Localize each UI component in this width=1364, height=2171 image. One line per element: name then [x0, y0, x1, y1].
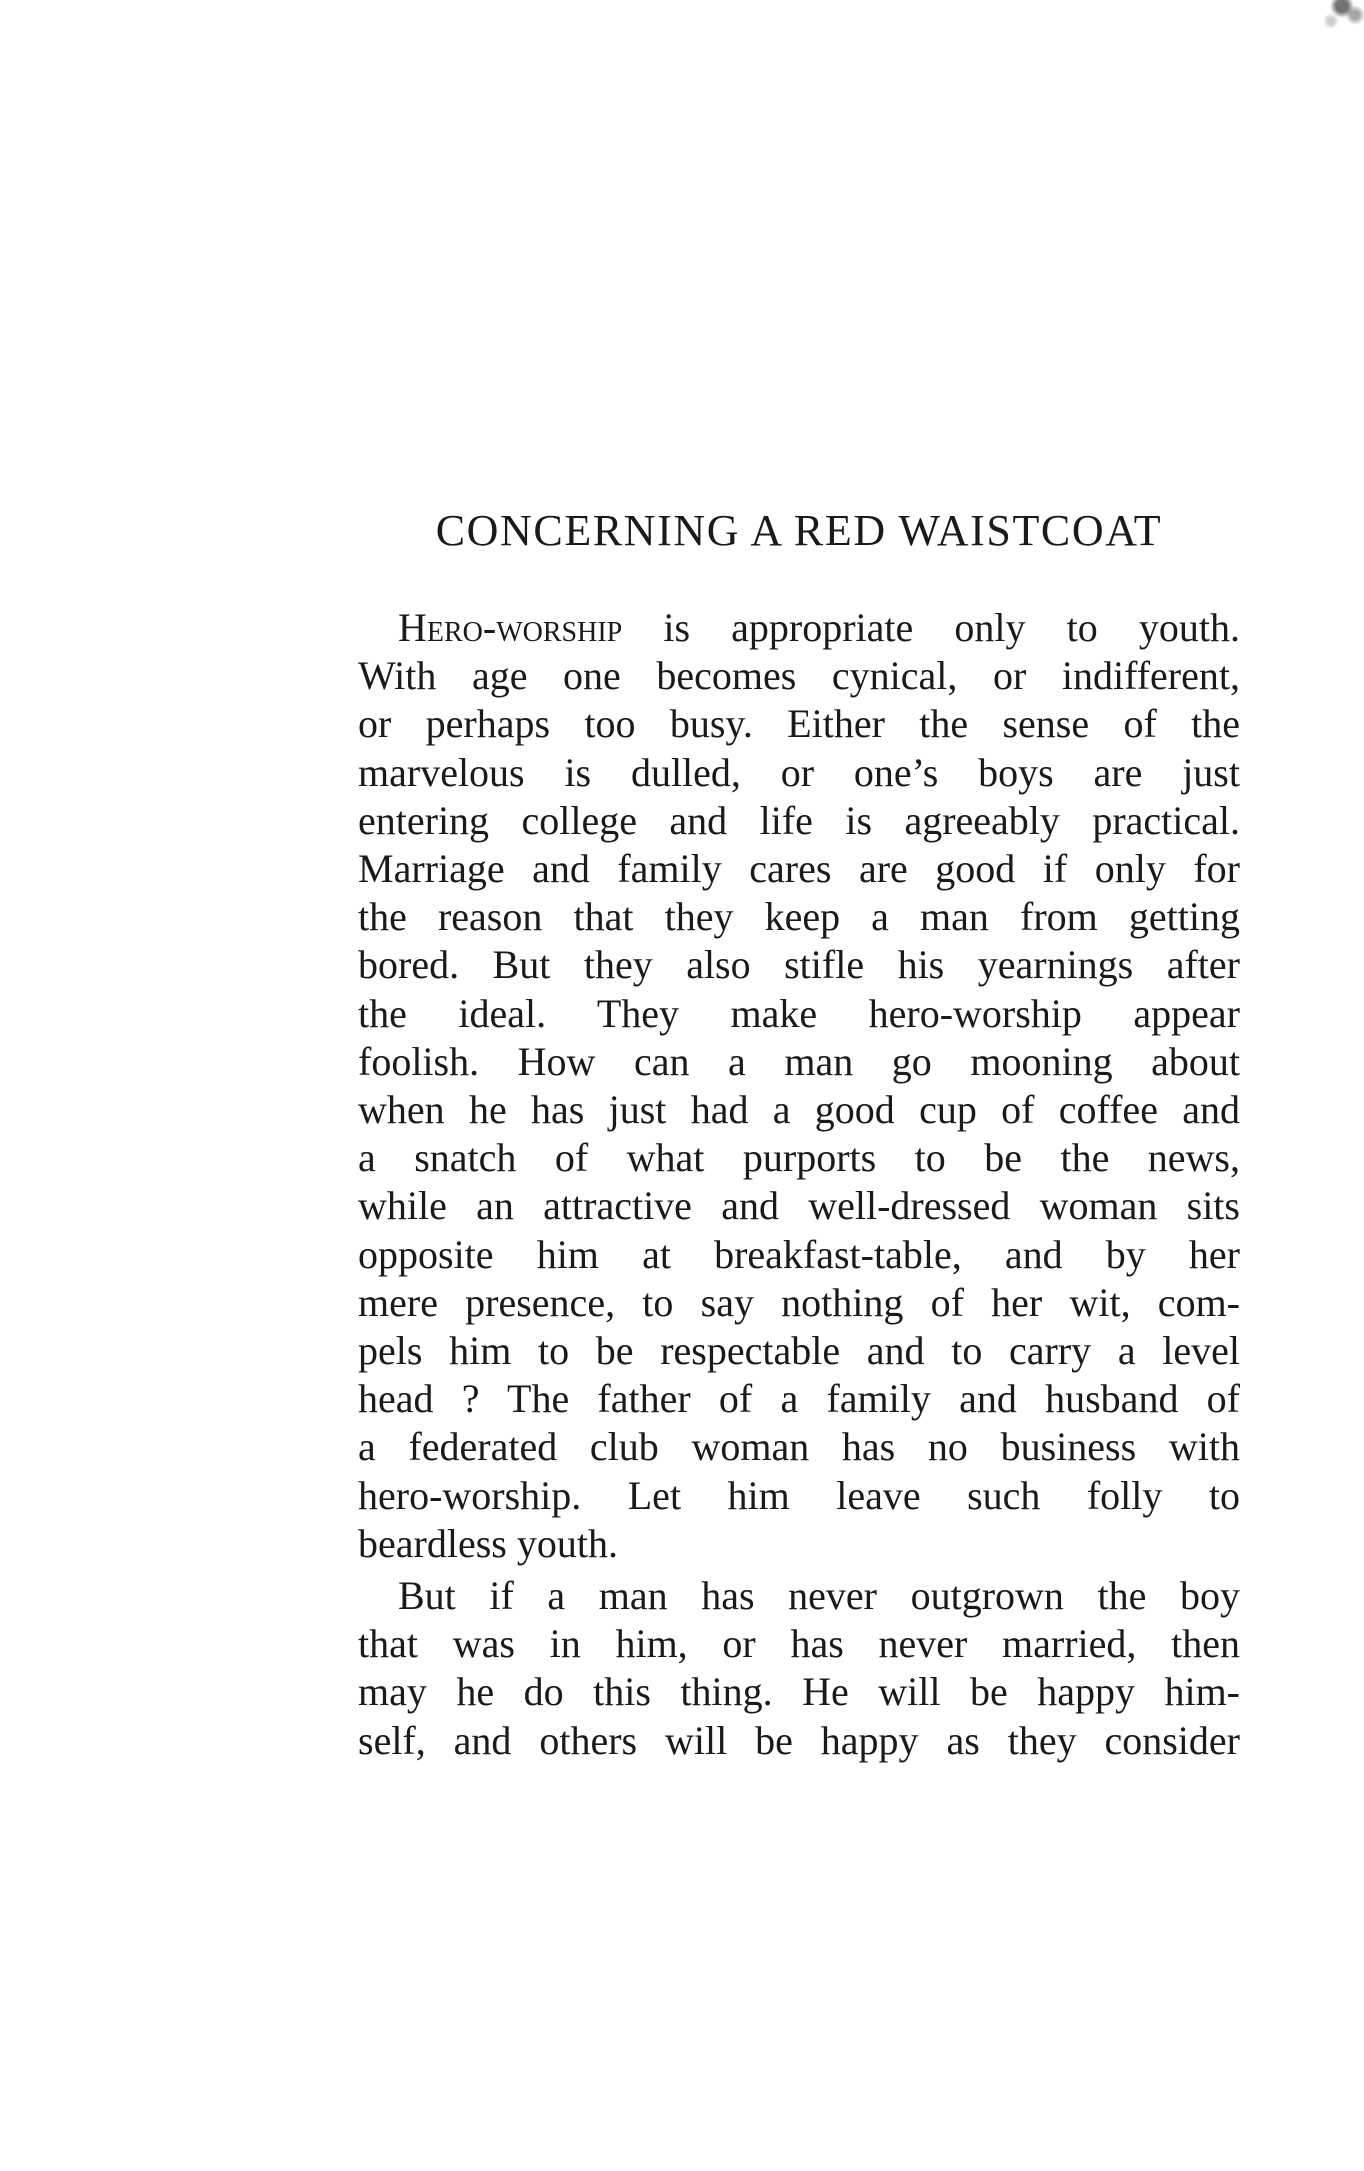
paragraph-line: With age one becomes cynical, or indifferent,	[358, 653, 1240, 699]
scan-speckle	[1254, 0, 1364, 60]
paragraph-line: opposite him at breakfast-table, and by her	[358, 1231, 1240, 1277]
chapter-title: CONCERNING A RED WAISTCOAT	[435, 506, 1163, 555]
paragraph-2	[358, 1572, 1240, 1765]
paragraph-line: or perhaps too busy. Either the sense of the	[358, 701, 1240, 747]
paragraph-line: pels him to be respectable and to carry a level	[358, 1328, 1240, 1374]
paragraph-line: a snatch of what purports to be the news,	[358, 1135, 1240, 1181]
paragraph-line: foolish. How can a man go mooning about	[358, 1038, 1240, 1084]
paragraph-line: entering college and life is agreeably practical.	[358, 797, 1240, 843]
paragraph-line: mere presence, to say nothing of her wit, com-	[358, 1279, 1240, 1325]
paragraph-line: beardless youth.	[358, 1520, 618, 1566]
paragraph-line: when he has just had a good cup of coffee and	[358, 1087, 1240, 1133]
paragraph-line: self, and others will be happy as they consider	[358, 1717, 1240, 1763]
lead-in-small-caps: Hero-worship	[398, 605, 623, 650]
paragraph-line: Hero-worship is appropriate only to youth.	[398, 605, 1240, 650]
paragraph-line: hero-worship. Let him leave such folly to	[358, 1472, 1240, 1518]
paragraph-line: bored. But they also stifle his yearnings after	[358, 942, 1240, 988]
paragraph-1	[358, 604, 1240, 1568]
paragraph-line: while an attractive and well-dressed woman sits	[358, 1183, 1240, 1229]
paragraph-line: the reason that they keep a man from getting	[358, 894, 1240, 940]
paragraph-line: a federated club woman has no business with	[358, 1424, 1240, 1470]
paragraph-line: the ideal. They make hero-worship appear	[358, 990, 1240, 1036]
paragraph-line: marvelous is dulled, or one’s boys are just	[358, 749, 1240, 795]
paragraph-line: Marriage and family cares are good if only for	[358, 846, 1240, 892]
paragraph-line: head ? The father of a family and husband of	[358, 1376, 1240, 1422]
paragraph-line: But if a man has never outgrown the boy	[398, 1573, 1240, 1619]
paragraph-line: may he do this thing. He will be happy him-	[358, 1669, 1240, 1715]
text-block	[358, 505, 1240, 1765]
paragraph-line: that was in him, or has never married, then	[358, 1621, 1240, 1667]
